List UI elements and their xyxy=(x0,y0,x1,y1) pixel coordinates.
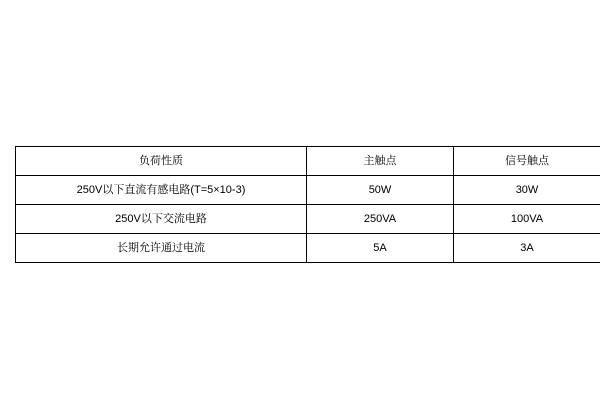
cell-signal-contact: 100VA xyxy=(454,205,600,234)
spec-table-container xyxy=(15,146,585,263)
cell-main-contact: 5A xyxy=(307,234,454,263)
cell-load-type: 250V以下直流有感电路(T=5×10-3) xyxy=(16,176,307,205)
cell-signal-contact: 3A xyxy=(454,234,600,263)
table-row xyxy=(16,234,600,263)
cell-load-type: 250V以下交流电路 xyxy=(16,205,307,234)
table-row xyxy=(16,176,600,205)
column-header-signal-contact: 信号触点 xyxy=(454,147,600,176)
contact-rating-table xyxy=(15,146,600,263)
table-row xyxy=(16,205,600,234)
column-header-main-contact: 主触点 xyxy=(307,147,454,176)
table-header-row xyxy=(16,147,600,176)
cell-main-contact: 50W xyxy=(307,176,454,205)
cell-main-contact: 250VA xyxy=(307,205,454,234)
cell-load-type: 长期允许通过电流 xyxy=(16,234,307,263)
column-header-load-type: 负荷性质 xyxy=(16,147,307,176)
cell-signal-contact: 30W xyxy=(454,176,600,205)
